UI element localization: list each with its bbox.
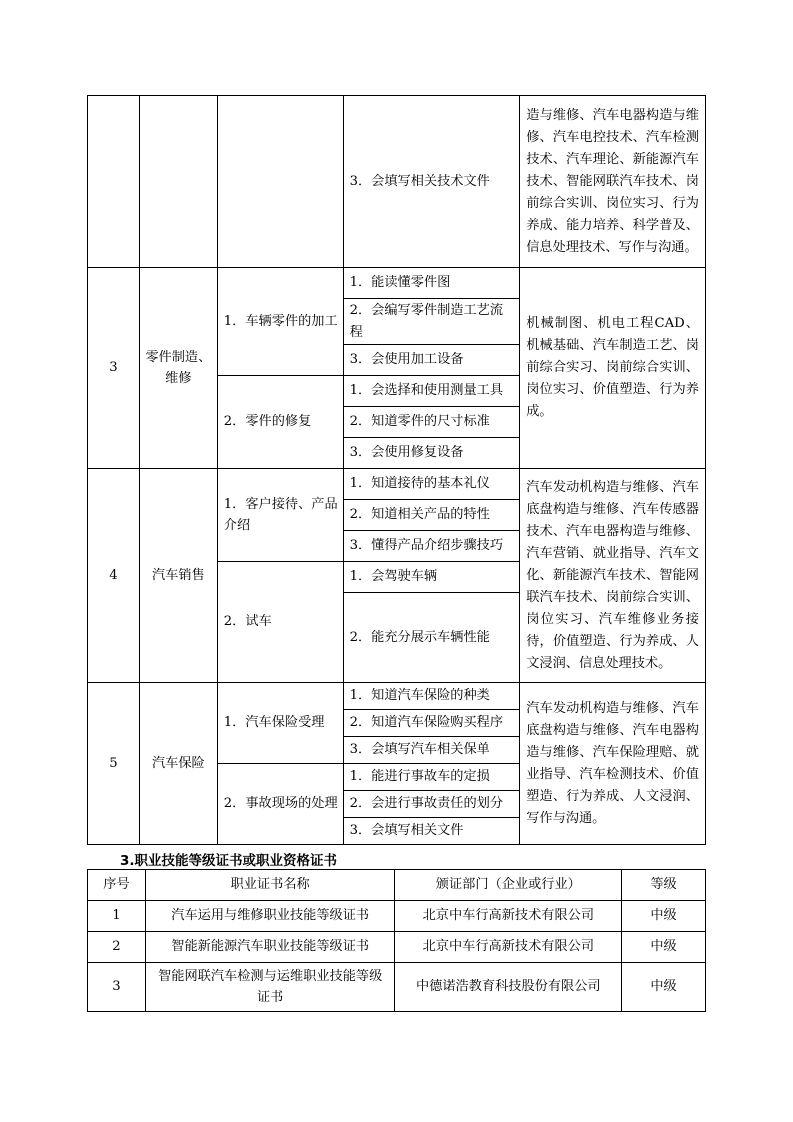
task-cell <box>217 96 343 268</box>
task-item-cell: 2．能充分展示车辆性能 <box>343 593 520 683</box>
courses-cell: 汽车发动机构造与维修、汽车底盘构造与维修、汽车电器构造与维修、汽车保险理赔、就业指导、汽车检测技术、价值塑造、行为养成、人文浸润、写作与沟通。 <box>520 683 706 845</box>
task-item-cell: 1．知道汽车保险的种类 <box>343 683 520 710</box>
no-cell <box>88 96 140 268</box>
task-item-cell: 3．会填写汽车相关保单 <box>343 737 520 764</box>
table-row <box>88 963 706 1012</box>
cert-level-cell: 中级 <box>622 901 706 932</box>
task-item-cell: 2．会进行事故责任的划分 <box>343 791 520 818</box>
cert-no-cell: 2 <box>88 932 146 963</box>
task-cell: 2．试车 <box>217 562 343 683</box>
task-item-cell: 2．知道零件的尺寸标准 <box>343 407 520 438</box>
table-row <box>88 268 706 299</box>
cert-name-cell: 汽车运用与维修职业技能等级证书 <box>145 901 395 932</box>
section-heading: 3.职业技能等级证书或职业资格证书 <box>120 853 338 869</box>
cert-name-cell: 智能网联汽车检测与运维职业技能等级证书 <box>145 963 395 1012</box>
cert-no-cell: 3 <box>88 963 146 1012</box>
task-item-cell: 1．能进行事故车的定损 <box>343 764 520 791</box>
cert-no-cell: 1 <box>88 901 146 932</box>
task-item-cell: 3．懂得产品介绍步骤技巧 <box>343 531 520 562</box>
courses-cell: 汽车发动机构造与维修、汽车底盘构造与维修、汽车传感器技术、汽车电器构造与维修、汽车营销、就业指导、汽车文化、新能源汽车技术、智能网联汽车技术、岗前综合实训、岗位实习、汽车维修业务接待，价值塑造、行为养成、人文浸润、信息处理技术。 <box>520 469 706 683</box>
area-cell: 汽车销售 <box>139 469 217 683</box>
table-row <box>88 683 706 710</box>
table-row <box>88 469 706 500</box>
cert-level-cell: 中级 <box>622 963 706 1012</box>
certificate-table <box>87 869 706 1012</box>
cert-level-cell: 中级 <box>622 932 706 963</box>
task-cell: 1．汽车保险受理 <box>217 683 343 764</box>
no-cell: 3 <box>88 268 140 469</box>
task-cell: 1．车辆零件的加工 <box>217 268 343 376</box>
task-item-cell: 1．会驾驶车辆 <box>343 562 520 593</box>
header-cell: 职业证书名称 <box>145 870 395 901</box>
task-item-cell: 3．会填写相关文件 <box>343 818 520 845</box>
task-cell: 2．事故现场的处理 <box>217 764 343 845</box>
task-item-cell: 3．会使用加工设备 <box>343 345 520 376</box>
cert-name-cell: 智能新能源汽车职业技能等级证书 <box>145 932 395 963</box>
task-item-cell: 3．会使用修复设备 <box>343 438 520 469</box>
area-cell: 零件制造、维修 <box>139 268 217 469</box>
task-cell: 2．零件的修复 <box>217 376 343 469</box>
cert-issuer-cell: 北京中车行高新技术有限公司 <box>395 901 622 932</box>
task-item-cell: 3．会填写相关技术文件 <box>343 96 520 268</box>
task-item-cell: 2．知道汽车保险购买程序 <box>343 710 520 737</box>
table-header-row <box>88 870 706 901</box>
task-item-cell: 2．知道相关产品的特性 <box>343 500 520 531</box>
course-table <box>87 95 706 845</box>
table-row <box>88 96 706 268</box>
area-cell <box>139 96 217 268</box>
cert-issuer-cell: 中德诺浩教育科技股份有限公司 <box>395 963 622 1012</box>
courses-cell: 造与维修、汽车电器构造与维修、汽车电控技术、汽车检测技术、汽车理论、新能源汽车技术、智能网联汽车技术、岗前综合实训、岗位实习、行为养成、能力培养、科学普及、信息处理技术、写作与沟通。 <box>520 96 706 268</box>
table-row <box>88 932 706 963</box>
table-row <box>88 901 706 932</box>
task-item-cell: 1．会选择和使用测量工具 <box>343 376 520 407</box>
no-cell: 5 <box>88 683 140 845</box>
task-item-cell: 1．能读懂零件图 <box>343 268 520 299</box>
task-item-cell: 1．知道接待的基本礼仪 <box>343 469 520 500</box>
no-cell: 4 <box>88 469 140 683</box>
header-cell: 等级 <box>622 870 706 901</box>
task-cell: 1．客户接待、产品介绍 <box>217 469 343 562</box>
task-item-cell: 2．会编写零件制造工艺流程 <box>343 299 520 345</box>
header-cell: 序号 <box>88 870 146 901</box>
header-cell: 颁证部门（企业或行业） <box>395 870 622 901</box>
cert-issuer-cell: 北京中车行高新技术有限公司 <box>395 932 622 963</box>
courses-cell: 机械制图、机电工程CAD、机械基础、汽车制造工艺、岗前综合实习、岗前综合实训、岗位实习、价值塑造、行为养成。 <box>520 268 706 469</box>
area-cell: 汽车保险 <box>139 683 217 845</box>
